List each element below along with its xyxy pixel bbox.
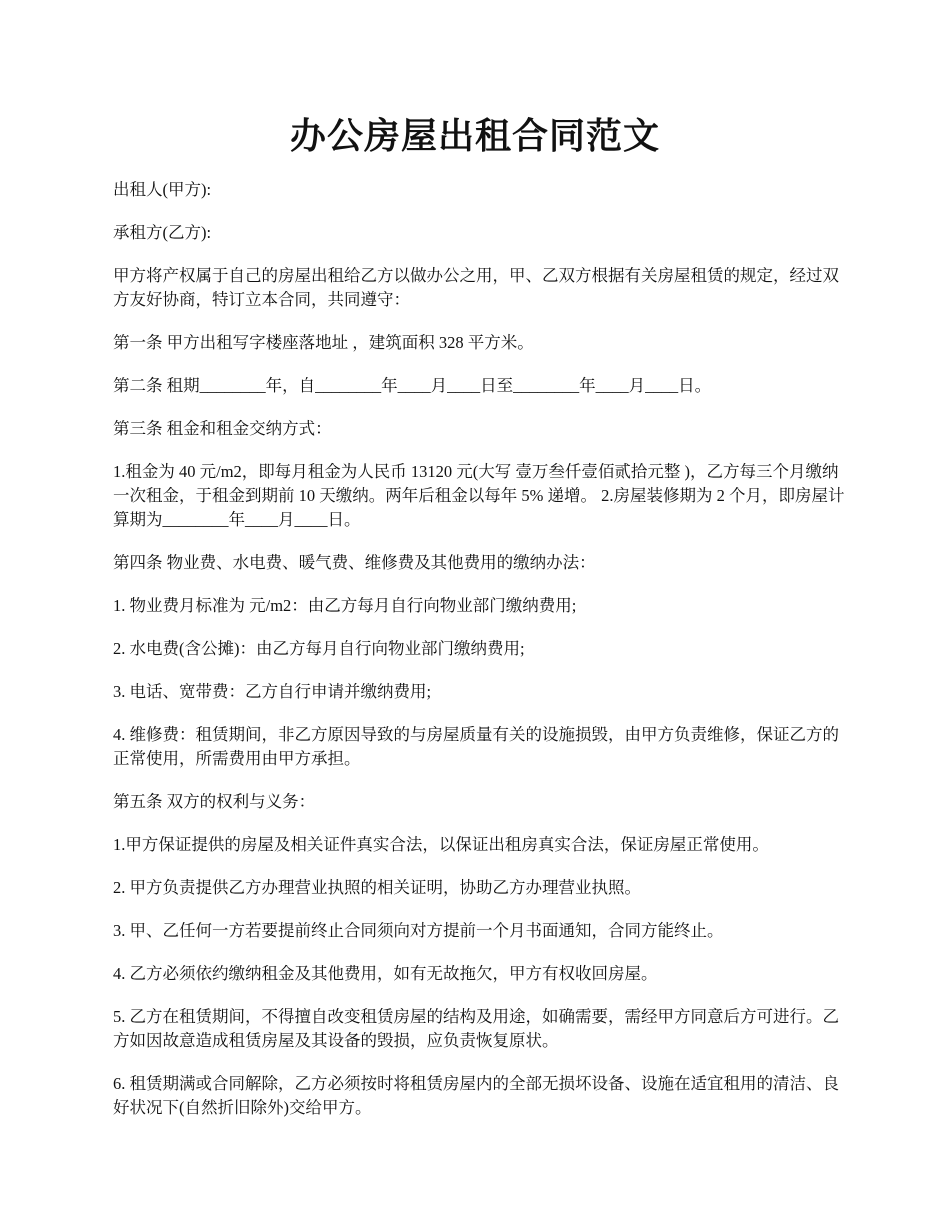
article-1: 第一条 甲方出租写字楼座落地址 ，建筑面积 328 平方米。 [113, 333, 534, 352]
article-4-item-4: 4. 维修费：租赁期间，非乙方原因导致的与房屋质量有关的设施损毁，由甲方负责维修，保证乙方的正常使用，所需费用由甲方承担。 [113, 725, 839, 768]
document-title: 办公房屋出租合同范文 [289, 116, 660, 156]
party-b-line: 承租方(乙方): [113, 223, 212, 242]
article-4-heading: 第四条 物业费、水电费、暖气费、维修费及其他费用的缴纳办法： [113, 553, 596, 572]
article-4-item-3: 3. 电话、宽带费：乙方自行申请并缴纳费用; [113, 682, 432, 701]
article-3-item-1: 1.租金为 40 元/m2，即每月租金为人民币 13120 元(大写 壹万叁仟壹佰贰拾元整 )，乙方每三个月缴纳一次租金，于租金到期前 10 天缴纳。两年后租金以每年 5% 递增。 2.房屋装修期为 2 个月，即房屋计算期为________年____月____日。 [113, 462, 845, 529]
article-5-heading: 第五条 双方的权利与义务： [113, 792, 316, 811]
article-5-item-6: 6. 租赁期满或合同解除，乙方必须按时将租赁房屋内的全部无损坏设备、设施在适宜租用的清洁、良好状况下(自然折旧除外)交给甲方。 [113, 1074, 839, 1117]
article-4-item-1: 1. 物业费月标准为 元/m2：由乙方每月自行向物业部门缴纳费用; [113, 596, 577, 615]
article-5-item-1: 1.甲方保证提供的房屋及相关证件真实合法，以保证出租房真实合法，保证房屋正常使用。 [113, 835, 769, 854]
document-body [113, 178, 848, 1139]
article-5-item-3: 3. 甲、乙任何一方若要提前终止合同须向对方提前一个月书面通知，合同方能终止。 [113, 921, 724, 940]
party-a-line: 出租人(甲方): [113, 180, 212, 199]
article-2: 第二条 租期________年，自________年____月____日至________年____月____日。 [113, 376, 712, 395]
article-5-item-5: 5. 乙方在租赁期间，不得擅自改变租赁房屋的结构及用途，如确需要，需经甲方同意后方可进行。乙方如因故意造成租赁房屋及其设备的毁损，应负责恢复原状。 [113, 1007, 839, 1050]
preamble-paragraph: 甲方将产权属于自己的房屋出租给乙方以做办公之用，甲、乙双方根据有关房屋租赁的规定，经过双方友好协商，特订立本合同，共同遵守： [113, 266, 839, 309]
article-5-item-4: 4. 乙方必须依约缴纳租金及其他费用，如有无故拖欠，甲方有权收回房屋。 [113, 964, 658, 983]
article-3-heading: 第三条 租金和租金交纳方式： [113, 419, 332, 438]
article-4-item-2: 2. 水电费(含公摊)：由乙方每月自行向物业部门缴纳费用; [113, 639, 525, 658]
article-5-item-2: 2. 甲方负责提供乙方办理营业执照的相关证明，协助乙方办理营业执照。 [113, 878, 641, 897]
